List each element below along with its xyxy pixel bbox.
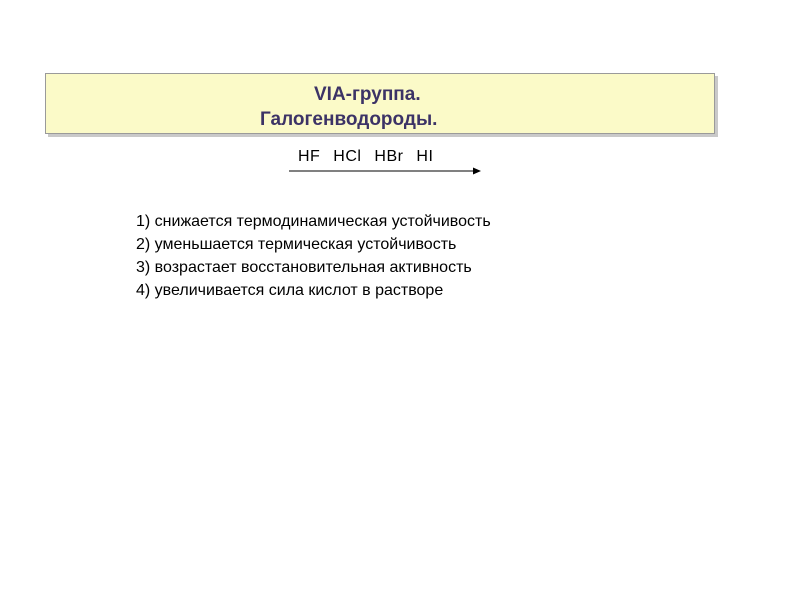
trend-list — [136, 210, 491, 302]
formula-hcl: HCl — [333, 148, 362, 165]
list-item: 3) возрастает восстановительная активность — [136, 259, 472, 276]
title-box — [45, 73, 715, 134]
formula-hbr: HBr — [374, 148, 404, 165]
list-item: 2) уменьшается термическая устойчивость — [136, 236, 457, 253]
formula-row — [298, 148, 441, 166]
formula-hf: HF — [298, 148, 321, 165]
list-item: 4) увеличивается сила кислот в растворе — [136, 282, 444, 299]
title-group: VIA-группа. — [314, 84, 421, 105]
formula-hi: HI — [416, 148, 434, 165]
title-subject: Галогенводороды. — [260, 109, 438, 130]
right-arrow-icon — [289, 166, 481, 176]
list-item: 1) снижается термодинамическая устойчивость — [136, 213, 491, 230]
